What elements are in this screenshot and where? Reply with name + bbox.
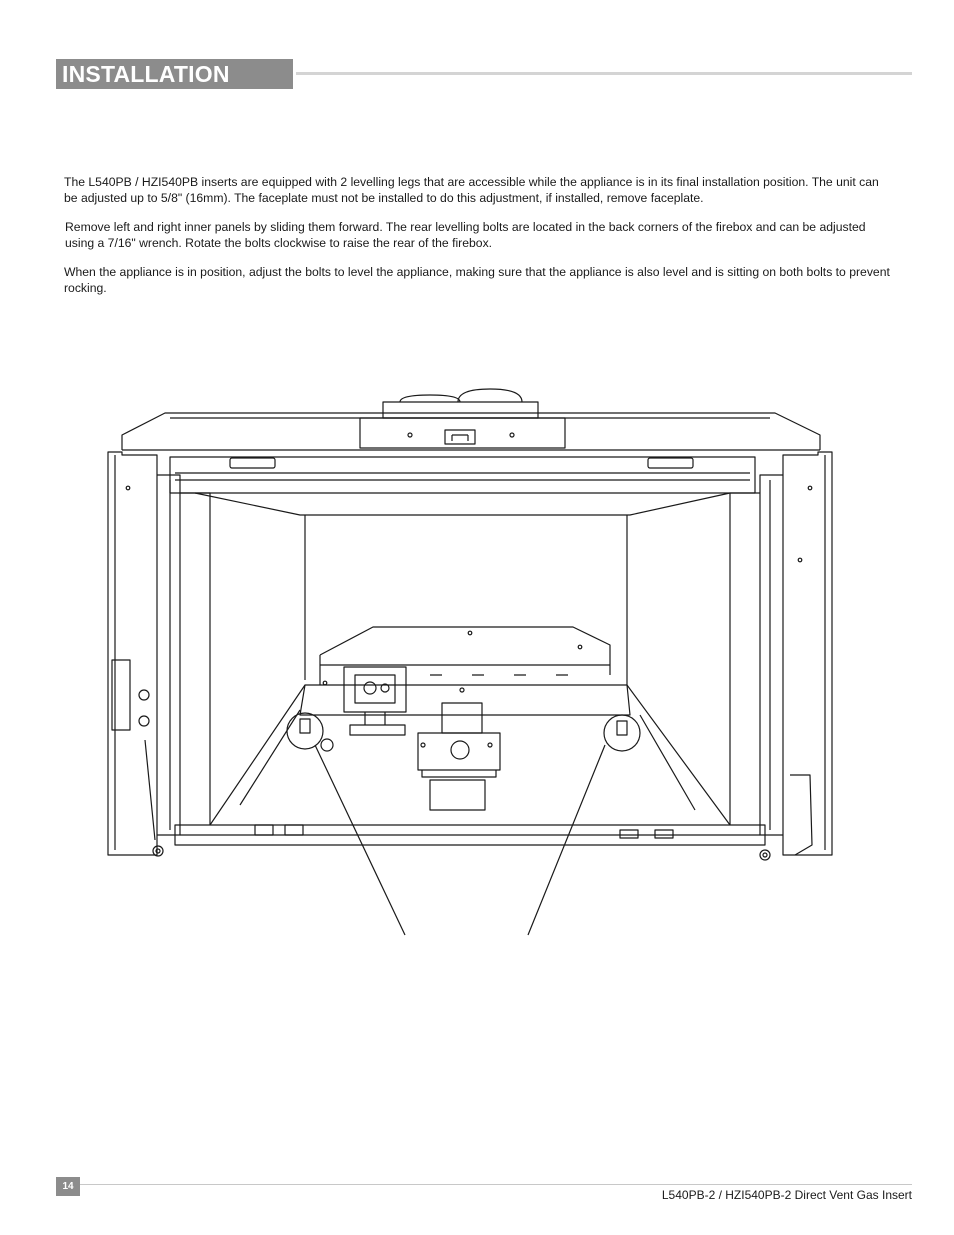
firebox-back-wall	[305, 515, 627, 685]
burner-housing	[320, 627, 610, 692]
paragraph-level-appliance: When the appliance is in position, adjust the bolts to level the appliance, making sure that the appliance is also level and is sitting on both bolts to prevent rocking.	[64, 265, 890, 295]
insert-levelling-diagram	[100, 385, 840, 945]
control-tray	[418, 703, 500, 810]
paragraph-levelling-legs: The L540PB / HZI540PB inserts are equipped with 2 levelling legs that are accessible while the appliance is in its final installation position. The unit can be adjusted up to 5/8" (16mm). The faceplate must not be installed to do this adjustment, if installed, remove faceplate.	[64, 175, 879, 205]
paragraph-inner-panels: Remove left and right inner panels by sliding them forward. The rear levelling bolts are located in the back corners of the firebox and can be adjusted using a 7/16" wrench. Rotate the bolts clockwise to raise the rear of the firebox.	[65, 220, 866, 250]
left-side-bracket	[112, 660, 163, 856]
gas-valve-assembly	[344, 667, 406, 735]
footer-rule	[80, 1184, 912, 1185]
top-plate	[360, 418, 565, 448]
page-number: 14	[56, 1177, 80, 1196]
header-rule	[296, 72, 912, 75]
side-flanges	[108, 452, 832, 855]
document-title: L540PB-2 / HZI540PB-2 Direct Vent Gas Insert	[661, 1188, 912, 1202]
section-title: INSTALLATION	[56, 59, 293, 89]
right-side-bracket	[760, 775, 812, 860]
left-levelling-leg-highlight	[287, 713, 405, 935]
firebox-frame	[157, 475, 783, 835]
top-trim	[170, 457, 755, 515]
front-bottom-rail	[175, 825, 765, 845]
firebox-floor	[210, 685, 730, 825]
top-flue	[383, 389, 538, 418]
